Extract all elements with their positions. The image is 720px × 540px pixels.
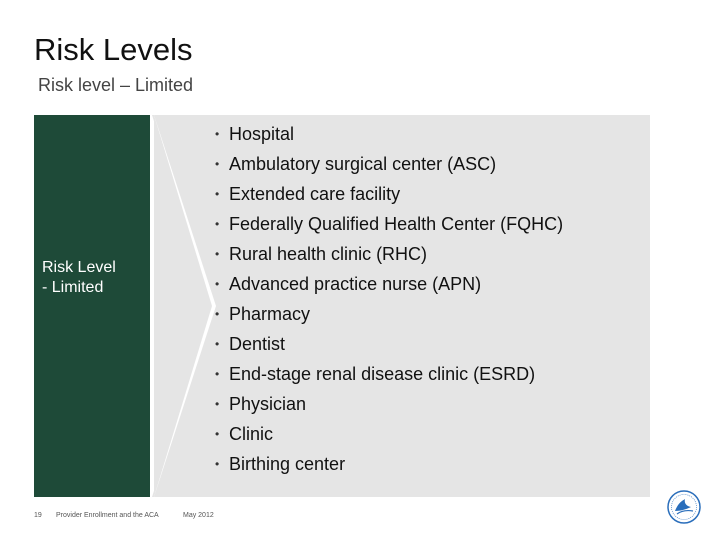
list-item-label: Dentist [229, 334, 286, 354]
list-item-label: Rural health clinic (RHC) [229, 244, 428, 264]
risk-level-label: Risk Level - Limited [42, 259, 116, 296]
bullet-icon: • [215, 397, 220, 411]
list-item [215, 359, 563, 389]
bullet-icon: • [215, 247, 220, 261]
bullet-icon: • [215, 367, 220, 381]
bullet-icon: • [215, 457, 220, 471]
bullet-icon: • [215, 217, 220, 231]
list-item [215, 269, 563, 299]
footer-title: Provider Enrollment and the ACA [56, 512, 159, 519]
chevron-arrow-graphic [34, 115, 234, 497]
slide-subtitle: Risk level – Limited [38, 75, 194, 95]
bullet-icon: • [215, 337, 220, 351]
list-item-label: Ambulatory surgical center (ASC) [229, 154, 497, 174]
bullet-icon: • [215, 427, 220, 441]
list-item [215, 419, 563, 449]
list-item-label: Extended care facility [229, 184, 401, 204]
list-item-label: Physician [229, 394, 307, 414]
list-item-label: Birthing center [229, 454, 346, 474]
list-item-label: Hospital [229, 124, 295, 144]
list-item [215, 389, 563, 419]
footer-date: May 2012 [183, 512, 214, 519]
slide-title: Risk Levels [34, 32, 193, 67]
list-item [215, 299, 563, 329]
list-item [215, 329, 563, 359]
bullet-icon: • [215, 187, 220, 201]
hhs-seal-icon [667, 490, 701, 524]
list-item-label: Advanced practice nurse (APN) [229, 274, 482, 294]
list-item [215, 179, 563, 209]
bullet-icon: • [215, 127, 220, 141]
list-item [215, 149, 563, 179]
footer-page-number: 19 [34, 512, 42, 519]
list-item-label: Clinic [229, 424, 274, 444]
bullet-icon: • [215, 157, 220, 171]
list-item-label: Federally Qualified Health Center (FQHC) [229, 214, 564, 234]
list-item [215, 239, 563, 269]
list-item-label: Pharmacy [229, 304, 311, 324]
list-item [215, 449, 563, 479]
bullet-icon: • [215, 307, 220, 321]
list-item [215, 209, 563, 239]
provider-type-list [215, 119, 563, 479]
bullet-icon: • [215, 277, 220, 291]
list-item [215, 119, 563, 149]
list-item-label: End-stage renal disease clinic (ESRD) [229, 364, 536, 384]
